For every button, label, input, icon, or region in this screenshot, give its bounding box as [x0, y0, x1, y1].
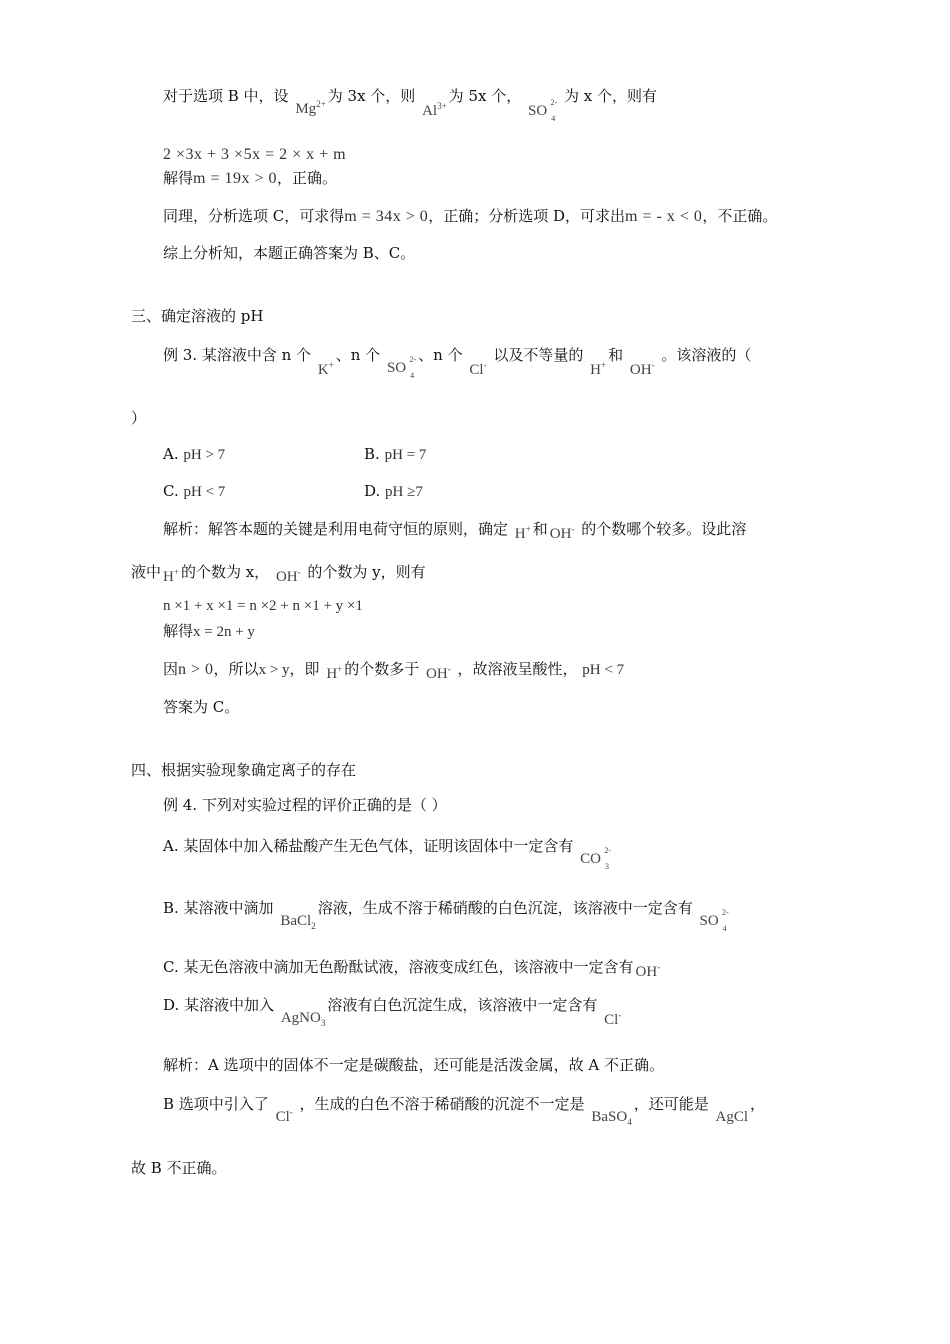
h-ion: H+: [514, 524, 531, 542]
text: 因: [163, 660, 179, 678]
text: 的个数哪个较多。设此溶: [581, 520, 747, 538]
agno3-formula: AgNO$_3$: [280, 1010, 326, 1028]
equation: m = 19x > 0: [193, 170, 278, 187]
text: ，正确；分析选项 D，可求出: [428, 207, 626, 225]
h-ion: H+: [590, 360, 607, 378]
text: 以及不等量的: [493, 346, 584, 364]
so4-ion: SO 2- 4: [699, 908, 729, 933]
section-heading-4: 四、根据实验现象确定离子的存在: [131, 761, 357, 779]
baso4-formula: BaSO$_4$: [591, 1109, 632, 1127]
cl-ion: Cl-: [275, 1107, 293, 1125]
text: D. 某溶液中加入: [163, 996, 275, 1014]
text: 和: [532, 520, 548, 538]
equation-3-line: [163, 621, 255, 642]
para-line-4: [163, 206, 777, 227]
analysis-line-2: [131, 562, 426, 587]
text: 液中: [131, 563, 162, 581]
text: ，所以: [213, 660, 259, 678]
example-3-line: [163, 345, 751, 380]
text: 溶液，生成不溶于稀硝酸的白色沉淀，该溶液中一定含有: [317, 899, 693, 917]
text: A. 某固体中加入稀盐酸产生无色气体，证明该固体中一定含有: [163, 837, 574, 855]
text: 解得: [163, 169, 194, 187]
text: C. 某无色溶液中滴加无色酚酞试液，溶液变成红色，该溶液中一定含有: [163, 958, 634, 976]
text: ，故溶液呈酸性，: [457, 660, 578, 678]
text: B. 某溶液中滴加: [163, 899, 274, 917]
text: ，还可能是: [633, 1095, 709, 1113]
mg-ion: $Mg^{2+}$: [295, 99, 326, 117]
conclusion-line: [163, 659, 624, 684]
analysis-4-line-2: [163, 1094, 765, 1127]
text: 对于选项 B 中，设: [163, 87, 289, 105]
oh-ion: OH-: [635, 962, 661, 980]
h-ion: H+: [163, 567, 179, 585]
equation-2: n ×1 + x ×1 = n ×2 + n ×1 + y ×1: [163, 598, 363, 614]
equation: m = - x < 0: [625, 208, 703, 225]
example-4-option-c: [163, 957, 662, 982]
equation: x = 2n + y: [193, 624, 255, 640]
example-3-close: ）: [131, 409, 147, 427]
text: 的个数多于: [344, 660, 420, 678]
option-d: D. pH ≥7: [364, 482, 423, 500]
oh-ion: OH-: [275, 567, 301, 585]
text: ，即: [289, 660, 320, 678]
section-heading-3: 三、确定溶液的 pH: [131, 307, 264, 325]
text: 解得: [163, 622, 194, 640]
para-line-1: [163, 86, 657, 121]
para-line-5: 综上分析知，本题正确答案为 B、C。: [163, 244, 416, 262]
example-4-line: 例 4. 下列对实验过程的评价正确的是（ ）: [163, 796, 447, 814]
para-line-3: [163, 168, 337, 189]
oh-ion: OH-: [549, 524, 575, 542]
h-ion: H+: [326, 664, 343, 682]
analysis-4-line-3: 故 B 不正确。: [131, 1159, 227, 1177]
text: 溶液有白色沉淀生成，该溶液中一定含有: [327, 996, 598, 1014]
bacl2-formula: BaCl$_2$: [280, 913, 316, 931]
so4-ion: SO 2- 4: [528, 98, 558, 123]
text: ，不正确。: [702, 207, 778, 225]
equation-1: 2 ×3x + 3 ×5x = 2 × x + m: [163, 146, 347, 163]
text: ，生成的白色不溶于稀硝酸的沉淀不一定是: [299, 1095, 585, 1113]
text: 和: [608, 346, 624, 364]
text: 的个数为 x，: [180, 563, 270, 581]
option-b: B. pH = 7: [364, 445, 427, 463]
text: 解析：解答本题的关键是利用电荷守恒的原则，确定: [163, 520, 509, 538]
example-4-option-b: [163, 898, 731, 931]
k-ion: K+: [317, 360, 334, 378]
text: 。该溶液的（: [661, 346, 752, 364]
text: 、n 个: [418, 346, 463, 364]
equation: pH < 7: [582, 662, 625, 678]
oh-ion: OH-: [426, 664, 451, 682]
equation: x > y: [258, 662, 290, 678]
example-4-option-d: [163, 995, 623, 1030]
equation: n > 0: [178, 661, 214, 678]
text: 为 x 个，则有: [563, 87, 657, 105]
oh-ion: OH-: [629, 360, 655, 378]
cl-ion: Cl-: [469, 360, 487, 378]
cl-ion: Cl-: [604, 1010, 622, 1028]
text: ，正确。: [277, 169, 338, 187]
text: 例 3. 某溶液中含 n 个: [163, 346, 312, 364]
equation: m = 34x > 0: [344, 208, 429, 225]
option-c: C. pH < 7: [163, 482, 226, 500]
agcl-formula: AgCl: [715, 1109, 748, 1125]
text: ，: [750, 1095, 766, 1113]
answer-3: 答案为 C。: [163, 698, 240, 716]
text: 的个数为 y，则有: [307, 563, 426, 581]
analysis-4-line-1: 解析：A 选项中的固体不一定是碳酸盐，还可能是活泼金属，故 A 不正确。: [163, 1056, 664, 1074]
text: 、n 个: [335, 346, 381, 364]
text: 同理，分析选项 C，可求得: [163, 207, 345, 225]
analysis-line-1: [163, 519, 746, 544]
option-a: A. pH > 7: [163, 445, 226, 463]
co3-ion: CO 2- 3: [580, 846, 611, 871]
text: B 选项中引入了: [163, 1095, 269, 1113]
text: 为 5x 个，: [448, 87, 522, 105]
so4-ion: SO 2- 4: [386, 355, 417, 380]
al-ion: $Al^{3+}$: [422, 101, 447, 119]
example-4-option-a: [163, 836, 613, 869]
text: 为 3x 个，则: [327, 87, 416, 105]
